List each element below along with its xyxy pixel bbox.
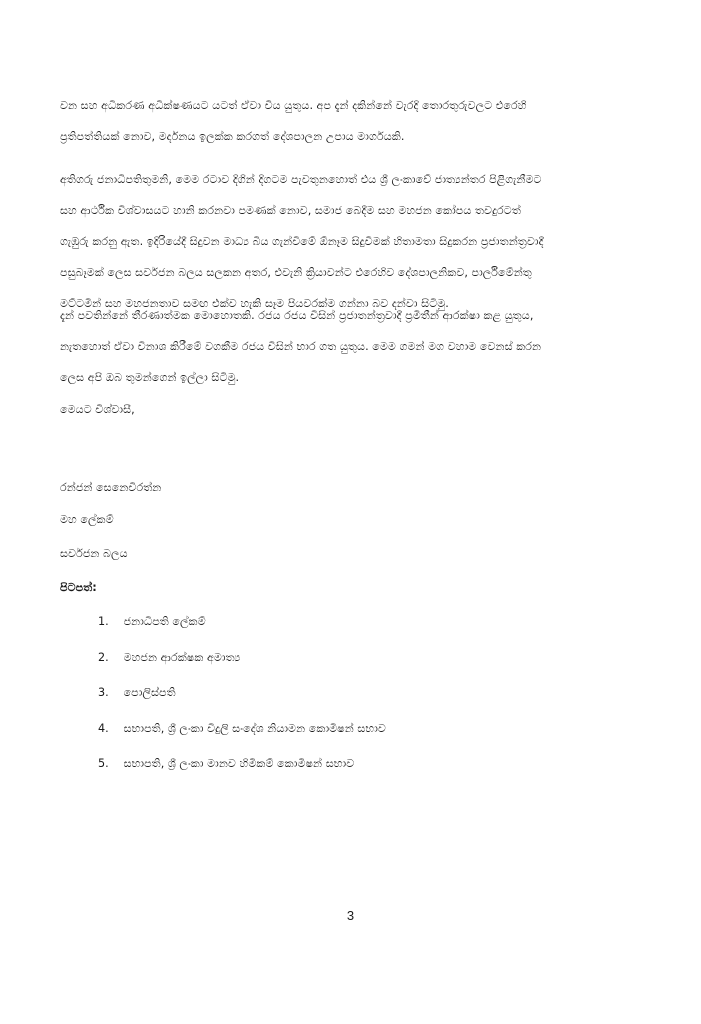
- paragraph-line: සහ ආර්ථික විශ්වාසයට හානි කරනවා පමණක් නොව, සමාජ බෙදීම සහ මහජන කෝපය තවදුරටත්: [60, 204, 521, 217]
- signatory-name: රන්ජන් සෙනෙවිරත්න: [60, 481, 162, 494]
- list-item-text: ජනාධිපති ලේකම්: [123, 615, 206, 628]
- list-item-number: 1.: [98, 615, 109, 628]
- paragraph-1: [60, 90, 660, 152]
- list-item: [98, 650, 638, 686]
- closing-salutation: මෙයට විශ්වාසී,: [60, 403, 135, 416]
- paragraph-line: දැන් පවතින්නේ තීරණාත්මක මොහොතකි. රජය රජය විසින් ප්‍රජාතන්ත්‍රවාදී ප්‍රමිතීන් ආරක්ෂා කළ යුතුය,: [60, 309, 534, 322]
- paragraph-2: [60, 164, 660, 319]
- page-number: 3: [346, 908, 355, 923]
- copies-list: [98, 614, 638, 792]
- paragraph-line: වන සහ අධිකරණ අධීක්ෂණයට යටත් ඒවා විය යුතුය. අප දැන් දකින්නේ වැරදි තොරතුරුවලට එරෙහි: [60, 99, 527, 112]
- list-item: [98, 685, 638, 721]
- list-item-text: මහජන ආරක්ෂක අමාත්‍ය: [123, 650, 241, 664]
- list-item-number: 4.: [98, 721, 109, 735]
- list-item: [98, 756, 638, 792]
- list-item: [98, 721, 638, 757]
- list-item-text: සභාපති, ශ්‍රී ලංකා මානව හිමිකම් කොමිෂන් සභාව: [123, 757, 355, 770]
- paragraph-line: ගැඹුරු කරනු ඇත. ඉදිරියේදී සිදුවන මාධ්‍ය බිය ගැන්වීමේ ඕනෑම සිදුවීමක් හිතාමතා සිදුකරන ප්‍රජාතන්ත්‍රවාදී: [60, 235, 544, 248]
- list-item: [98, 614, 638, 650]
- paragraph-line: මට්ටමින් සහ මහජනතාව සමඟ එක්ව හැකි සෑම පියවරක්ම ගන්නා බව දන්වා සිටිමු.: [60, 297, 449, 310]
- list-item-number: 5.: [98, 757, 109, 770]
- list-item-number: 3.: [98, 686, 109, 699]
- list-item-text: සභාපති, ශ්‍රී ලංකා විදුලි සංදේශ නියාමන කොමිෂන් සභාව: [123, 721, 386, 735]
- paragraph-line: ප්‍රතිපත්තියක් නොව, මර්දනය ඉලක්ක කරගත් දේශපාලන උපාය මාර්ගයකි.: [60, 130, 405, 143]
- copies-heading: පිටපත්:: [60, 581, 97, 594]
- paragraph-3: [60, 300, 660, 393]
- paragraph-line: ලෙස අපි ඔබ තුමන්ගෙන් ඉල්ලා සිටිමු.: [60, 371, 240, 384]
- paragraph-line: නැතහොත් ඒවා විනාශ කිරීමේ වගකීම රජය විසින් භාර ගත යුතුය. මෙම ගමන් මග වහාම වෙනස් කරන: [60, 340, 542, 353]
- paragraph-line: පසුබෑමක් ලෙස සර්වජන බලය සලකන අතර, එවැනි ක්‍රියාවන්ට එරෙහිව දේශපාලනිකව, පාර්ලිමේන්තු: [60, 266, 532, 279]
- list-item-text: පොලිස්පති: [123, 686, 176, 699]
- list-item-number: 2.: [98, 650, 109, 664]
- signatory-organization: සර්වජන බලය: [60, 547, 128, 560]
- signatory-title: මහ ලේකම්: [60, 513, 114, 526]
- paragraph-line: අතිගරු ජනාධිපතිතුමනි, මෙම රටාව දිගින් දිගටම පැවතුනහොත් එය ශ්‍රී ලංකාවේ ජාත්‍යන්තර පිළිගැනීමට: [60, 173, 542, 186]
